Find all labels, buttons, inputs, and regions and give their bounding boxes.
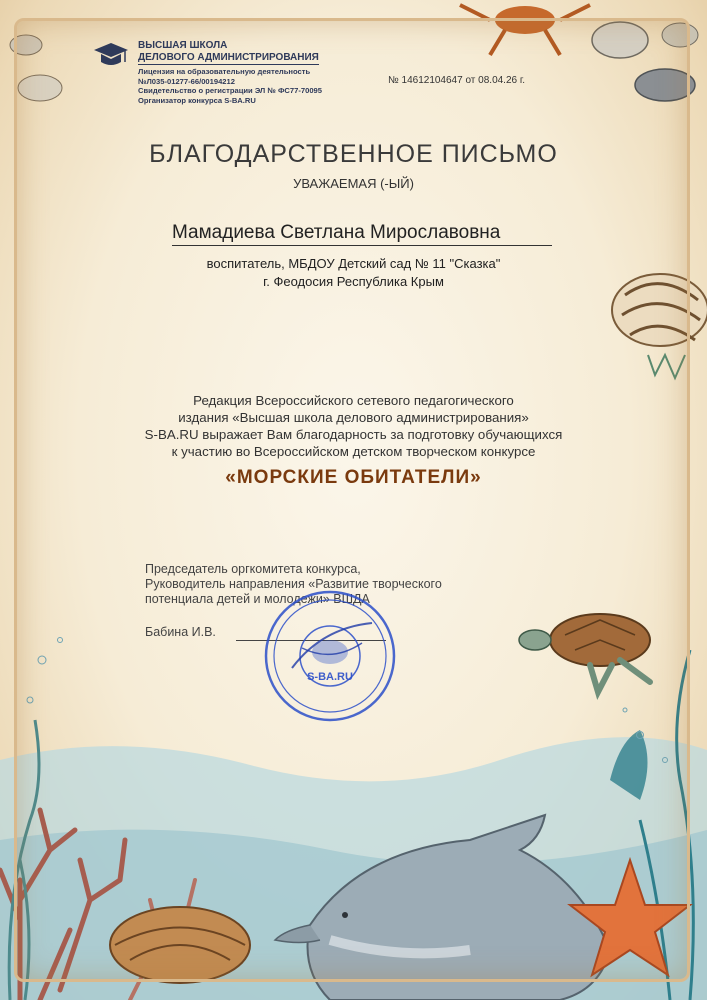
recipient-position — [0, 255, 707, 291]
signatory-line-1: Председатель оргкомитета конкурса, — [145, 562, 361, 576]
body-line-3: S-BA.RU выражает Вам благодарность за подготовку обучающихся — [144, 427, 563, 442]
registration-certificate: Свидетельство о регистрации ЭЛ № ФС77-70095 — [138, 86, 322, 96]
signatory-line-2: Руководитель направления «Развитие творческого — [145, 577, 442, 591]
license-line-2: №Л035-01277-66/00194212 — [138, 76, 235, 86]
official-stamp — [262, 588, 398, 724]
signer-name: Бабина И.В. — [145, 625, 216, 639]
greeting: УВАЖАЕМАЯ (-ЫЙ) — [293, 176, 414, 191]
document-number: № 14612104647 от 08.04.26 г. — [388, 75, 526, 86]
organizer-line: Организатор конкурса S-BA.RU — [138, 95, 256, 105]
body-line-2: издания «Высшая школа делового администрирования» — [178, 410, 529, 425]
stamp-text: S-BA.RU — [307, 671, 353, 683]
organization-name — [138, 40, 319, 65]
recipient-name-underline — [172, 222, 552, 246]
organization-info — [138, 67, 322, 105]
letter-body — [0, 392, 707, 460]
position-line-1: воспитатель, МБДОУ Детский сад № 11 "Сказка" — [206, 256, 501, 271]
signatory-line-3: потенциала детей и молодежи» ВШДА — [145, 592, 370, 606]
position-line-2: г. Феодосия Республика Крым — [263, 274, 444, 289]
body-line-1: Редакция Всероссийского сетевого педагогического — [193, 393, 514, 408]
organization-name-line-2: ДЕЛОВОГО АДМИНИСТРИРОВАНИЯ — [138, 52, 319, 63]
recipient-name: Мамадиева Светлана Мирославовна — [172, 222, 501, 243]
body-line-4: к участию во Всероссийском детском творческом конкурсе — [171, 444, 536, 459]
license-line-1: Лицензия на образовательную деятельность — [138, 67, 311, 76]
graduation-cap-icon — [92, 40, 130, 70]
contest-name: «МОРСКИЕ ОБИТАТЕЛИ» — [225, 467, 482, 488]
letter-title: БЛАГОДАРСТВЕННОЕ ПИСЬМО — [149, 140, 558, 168]
organization-name-line-1: ВЫСШАЯ ШКОЛА — [138, 40, 228, 51]
